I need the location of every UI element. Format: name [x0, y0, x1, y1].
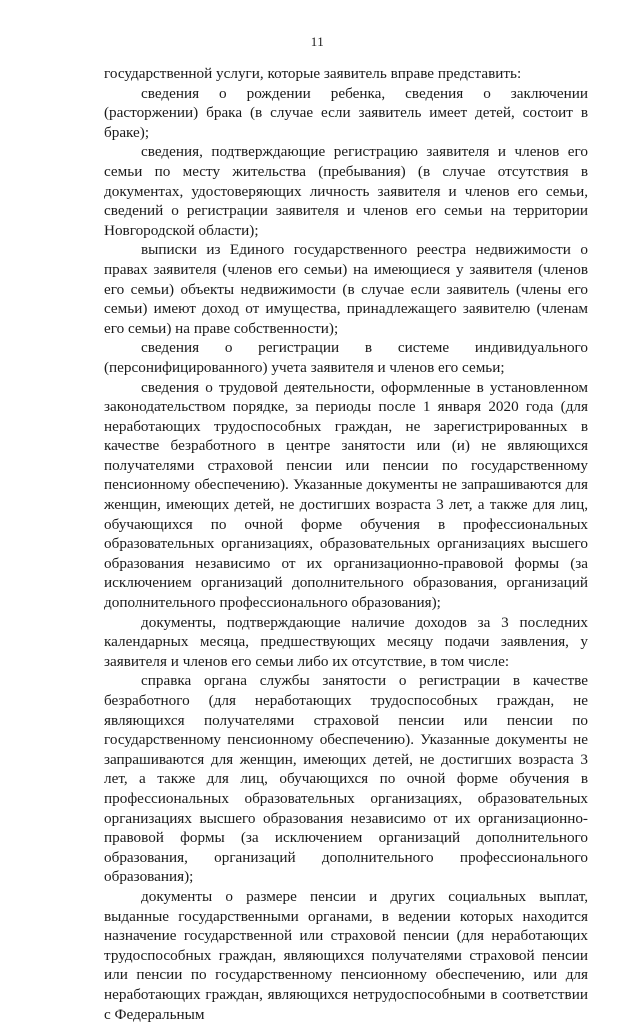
paragraph-birth-marriage: сведения о рождении ребенка, сведения о заключении (расторжении) брака (в случае если заявитель имеет детей, состоит в браке); [104, 84, 588, 141]
paragraph-employment: сведения о трудовой деятельности, оформленные в установленном законодательством порядке, за периоды после 1 января 2020 года (для неработающих трудоспособных граждан, не зарегистрированных в качестве безработного в центре занятости или (и) не являющихся получателями страховой пенсии или пенсии по государственному пенсионному обеспечению). Указанные документы не запрашиваются для женщин, имеющих детей, не достигших возраста 3 лет, а также для лиц, обучающихся по очной форме обучения в профессиональных образовательных организациях, образовательных организациях высшего образования независимо от их организационно-правовой формы (за исключением организаций дополнительного образования, организаций дополнительного профессионального образования); [104, 378, 588, 612]
document-body [104, 64, 588, 1024]
paragraph-continuation: государственной услуги, которые заявитель вправе представить: [104, 65, 522, 82]
paragraph-real-estate: выписки из Единого государственного реестра недвижимости о правах заявителя (членов его семьи) на имеющиеся у заявителя (членов его семьи) объекты недвижимости (в случае если заявитель (члены его семьи) имеют доход от имущества, принадлежащего заявителю (членам его семьи) на праве собственности); [104, 241, 588, 337]
paragraph-pension-documents: документы о размере пенсии и других социальных выплат, выданные государственными органами, в ведении которых находится назначение государственной или страховой пенсии (для неработающих трудоспособных граждан, являющихся получателями страховой пенсии или пенсии по государственному пенсионному обеспечению, или для неработающих граждан, являющихся нетрудоспособными в соответствии с Федеральным [104, 887, 588, 1023]
paragraph-unemployment-certificate: справка органа службы занятости о регистрации в качестве безработного (для неработающих трудоспособных граждан, не являющихся получателями страховой пенсии или пенсии по государственному пенсионному обеспечению). Указанные документы не запрашиваются для женщин, имеющих детей, не достигших возраста 3 лет, а также для лиц, обучающихся по очной форме обучения в профессиональных образовательных организациях, образовательных организациях высшего образования независимо от их организационно-правовой формы (за исключением организаций дополнительного образования, организаций дополнительного профессионального образования); [104, 672, 588, 886]
page-number: 11 [310, 34, 325, 49]
paragraph-registration: сведения, подтверждающие регистрацию заявителя и членов его семьи по месту жительства (пребывания) (в случае отсутствия в документах, удостоверяющих личность заявителя и членов его семьи, сведений о регистрации заявителя и членов его семьи на территории Новгородской области); [104, 143, 588, 239]
paragraph-personal-account: сведения о регистрации в системе индивидуального (персонифицированного) учета заявителя и членов его семьи; [104, 339, 588, 376]
paragraph-income-documents: документы, подтверждающие наличие доходов за 3 последних календарных месяца, предшествующих месяцу подачи заявления, у заявителя и членов его семьи либо их отсутствие, в том числе: [104, 613, 588, 670]
